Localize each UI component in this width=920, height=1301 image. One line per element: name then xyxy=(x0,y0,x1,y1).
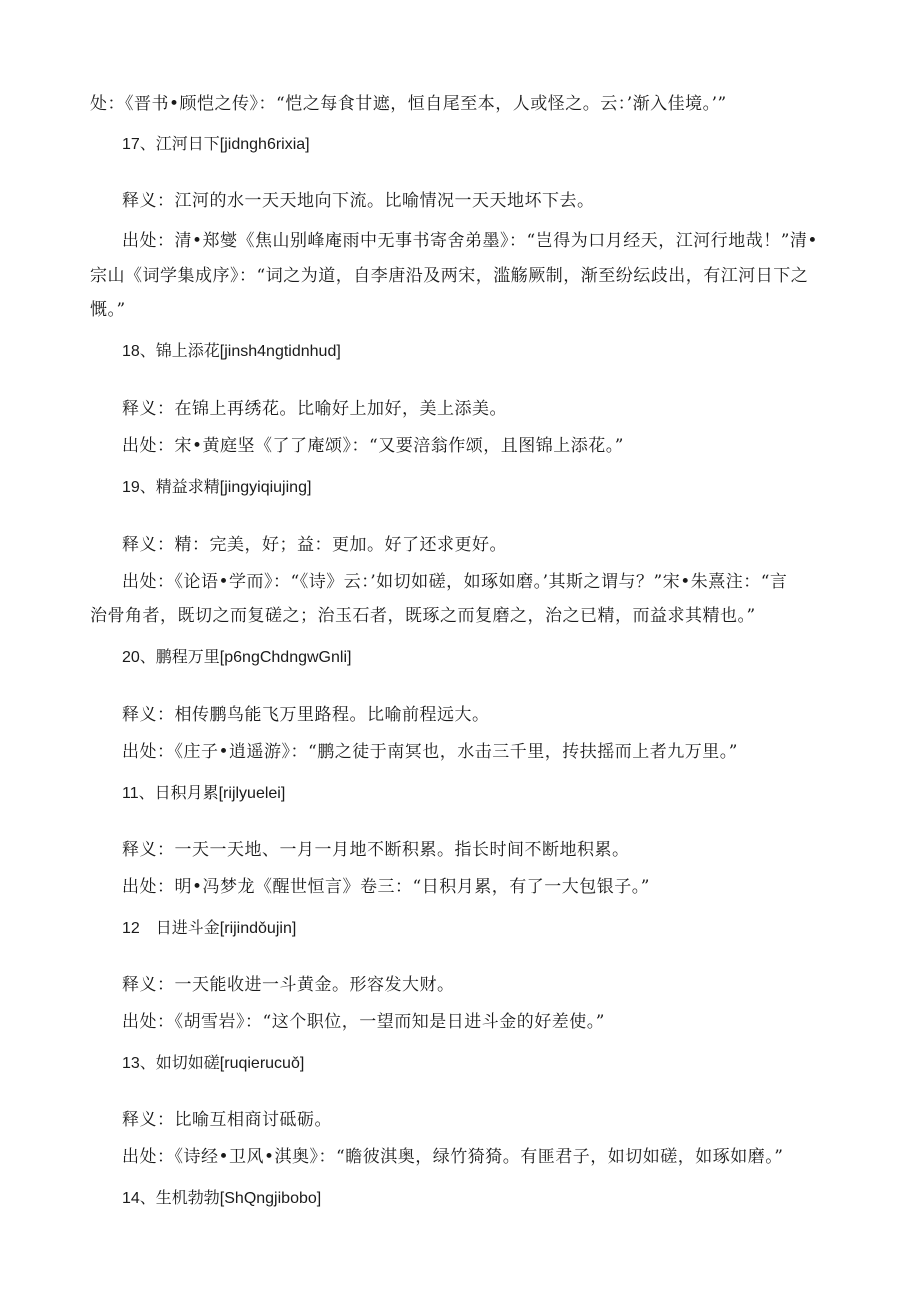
idiom-meaning: 释义：一天一天地、一月一月地不断积累。指长时间不断地积累。 xyxy=(122,840,630,860)
idiom-source: 宗山《词学集成序》：“词之为道，自李唐沿及两宋，滥觞厥制，渐至纷纭歧出，有江河日下之 xyxy=(90,266,809,286)
source-continuation: 处：《晋书•顾恺之传》：“恺之每食甘遮，恒自尾至本，人或怪之。云：’渐入佳境。’” xyxy=(90,94,727,114)
idiom-source: 出处：明•冯梦龙《醒世恒言》卷三：“日积月累，有了一大包银子。” xyxy=(122,877,650,897)
idiom-heading: 12 日进斗金[rijindǒujin] xyxy=(122,920,297,937)
idiom-source: 慨。” xyxy=(90,300,126,320)
idiom-heading: 20、鹏程万里[p6ngChdngwGnli] xyxy=(122,649,352,666)
idiom-source: 出处：宋•黄庭坚《了了庵颂》：“又要涪翁作颂，且图锦上添花。” xyxy=(122,436,624,456)
idiom-heading: 17、江河日下[jidngh6rixia] xyxy=(122,136,310,153)
idiom-source: 出处：清•郑燮《焦山别峰庵雨中无事书寄舍弟墨》：“岂得为口月经天，江河行地哉！”清• xyxy=(122,231,818,251)
idiom-meaning: 释义：比喻互相商讨砥砺。 xyxy=(122,1110,332,1130)
idiom-meaning: 释义：精：完美，好；益：更加。好了还求更好。 xyxy=(122,535,507,555)
idiom-heading: 11、日积月累[rijlyuelei] xyxy=(122,785,286,802)
idiom-meaning: 释义：一天能收进一斗黄金。形容发大财。 xyxy=(122,975,455,995)
idiom-source: 出处：《诗经•卫风•淇奥》：“瞻彼淇奥，绿竹猗猗。有匪君子，如切如磋，如琢如磨。” xyxy=(122,1147,784,1167)
idiom-heading: 18、锦上添花[jinsh4ngtidnhud] xyxy=(122,343,341,360)
idiom-heading: 13、如切如磋[ruqierucuǒ] xyxy=(122,1055,305,1072)
idiom-meaning: 释义：相传鹏鸟能飞万里路程。比喻前程远大。 xyxy=(122,705,490,725)
idiom-meaning: 释义：在锦上再绣花。比喻好上加好，美上添美。 xyxy=(122,399,507,419)
idiom-heading: 19、精益求精[jingyiqiujing] xyxy=(122,479,312,496)
idiom-meaning: 释义：江河的水一天天地向下流。比喻情况一天天地坏下去。 xyxy=(122,191,595,211)
idiom-source: 出处：《庄子•逍遥游》：“鹏之徒于南冥也，水击三千里，抟扶摇而上者九万里。” xyxy=(122,742,738,762)
idiom-source: 出处：《论语•学而》：“《诗》云：’如切如磋，如琢如磨。’其斯之谓与？”宋•朱熹注：“言 xyxy=(122,572,788,592)
idiom-heading: 14、生机勃勃[ShQngjibobo] xyxy=(122,1190,322,1207)
idiom-source: 治骨角者，既切之而复磋之；治玉石者，既琢之而复磨之，治之已精，而益求其精也。” xyxy=(90,606,756,626)
idiom-source: 出处：《胡雪岩》：“这个职位，一望而知是日进斗金的好差使。” xyxy=(122,1012,605,1032)
